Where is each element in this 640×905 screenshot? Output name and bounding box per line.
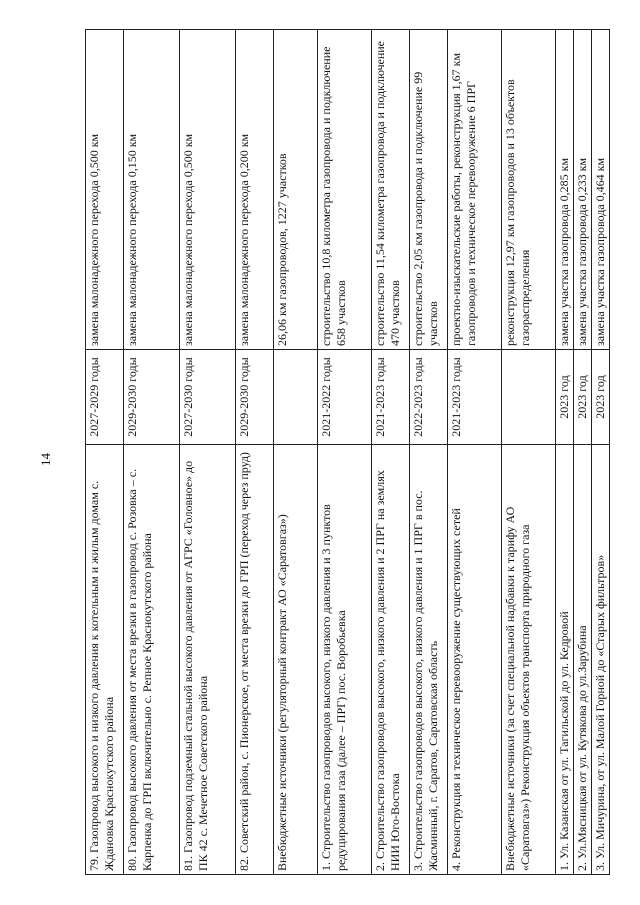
object-name-cell: 80. Газопровод высокого давления от места врезки в газопровод с. Розовка – с. Карпенка до ГРП включительно с. Репное Краснокутского района <box>124 445 180 875</box>
table-row <box>502 30 556 875</box>
table-row <box>556 30 574 875</box>
work-description-cell: строительство 10,8 километра газопровода и подключение 658 участков <box>318 30 372 350</box>
work-description-cell: проектно-изыскательские работы, реконструкция 1,67 км газопроводов и техническое перевооружение 6 ПРГ <box>448 30 502 350</box>
table-row <box>318 30 372 875</box>
period-cell: 2021-2023 годы <box>448 350 502 445</box>
period-cell: 2021-2023 годы <box>372 350 410 445</box>
work-description-cell: замена участка газопровода 0,233 км <box>574 30 592 350</box>
table-row <box>372 30 410 875</box>
period-cell: 2023 год <box>574 350 592 445</box>
table-rotation-frame <box>85 30 607 875</box>
work-description-cell: замена малонадежного перехода 0,150 км <box>124 30 180 350</box>
work-description-cell: замена участка газопровода 0,285 км <box>556 30 574 350</box>
table-row <box>448 30 502 875</box>
table-row <box>274 30 318 875</box>
object-name-cell: 81. Газопровод подземный стальной высокого давления от АГРС «Головное» до ПК 42 с. Мечетное Советского района <box>180 445 236 875</box>
period-cell <box>274 350 318 445</box>
work-description-cell: замена участка газопровода 0,464 км <box>592 30 610 350</box>
work-description-cell: замена малонадежного перехода 0,200 км <box>236 30 274 350</box>
object-name-cell: 1. Строительство газопроводов высокого, низкого давления и 3 пунктов редуцирования газа (далее – ПРГ) пос. Воробьевка <box>318 445 372 875</box>
table-row <box>86 30 124 875</box>
object-name-cell: 3. Строительство газопроводов высокого, низкого давления и 1 ПРГ в пос. Жасминный, г. Саратов, Саратовская область <box>410 445 448 875</box>
work-description-cell: строительство 11,54 километра газопровода и подключение 470 участков <box>372 30 410 350</box>
table-row <box>574 30 592 875</box>
period-cell <box>502 350 556 445</box>
object-name-cell: 82. Советский район, с. Пионерское, от места врезки до ГРП (переход через пруд) <box>236 445 274 875</box>
period-cell: 2021-2022 годы <box>318 350 372 445</box>
object-name-cell: 3. Ул. Мичурина, от ул. Малой Горной до «Старых фильтров» <box>592 445 610 875</box>
work-description-cell: 26,06 км газопроводов, 1227 участков <box>274 30 318 350</box>
table-row <box>592 30 610 875</box>
object-name-cell: Внебюджетные источники (регуляторный контракт АО «Саратовгаз») <box>274 445 318 875</box>
table-row <box>124 30 180 875</box>
period-cell: 2027-2030 годы <box>180 350 236 445</box>
period-cell: 2029-2030 годы <box>124 350 180 445</box>
table-row <box>236 30 274 875</box>
object-name-cell: 2. Ул.Мясницкая от ул. Кутякова до ул.Зарубина <box>574 445 592 875</box>
period-cell: 2027-2029 годы <box>86 350 124 445</box>
period-cell: 2022-2023 годы <box>410 350 448 445</box>
object-name-cell: 2. Строительство газопроводов высокого, низкого давления и 2 ПРГ на землях НИИ Юго-Востока <box>372 445 410 875</box>
work-description-cell: замена малонадежного перехода 0,500 км <box>86 30 124 350</box>
object-name-cell: 1. Ул. Казанская от ул. Тагильской до ул. Кедровой <box>556 445 574 875</box>
page-number: 14 <box>38 453 53 466</box>
period-cell: 2023 год <box>556 350 574 445</box>
object-name-cell: Внебюджетные источники (за счет специальной надбавки к тарифу АО «Саратовгаз») Реконструкция объектов транспорта природного газа <box>502 445 556 875</box>
object-name-cell: 4. Реконструкция и техническое перевооружение существующих сетей <box>448 445 502 875</box>
work-description-cell: замена малонадежного перехода 0,500 км <box>180 30 236 350</box>
table-row <box>180 30 236 875</box>
period-cell: 2023 год <box>592 350 610 445</box>
work-description-cell: реконструкция 12,97 км газопроводов и 13 объектов газораспределения <box>502 30 556 350</box>
object-name-cell: 79. Газопровод высокого и низкого давления к котельным и жилым домам с. Ждановка Краснокутского района <box>86 445 124 875</box>
table-row <box>410 30 448 875</box>
work-description-cell: строительство 2,05 км газопровода и подключение 99 участков <box>410 30 448 350</box>
gas-pipeline-table <box>85 29 610 875</box>
period-cell: 2029-2030 годы <box>236 350 274 445</box>
